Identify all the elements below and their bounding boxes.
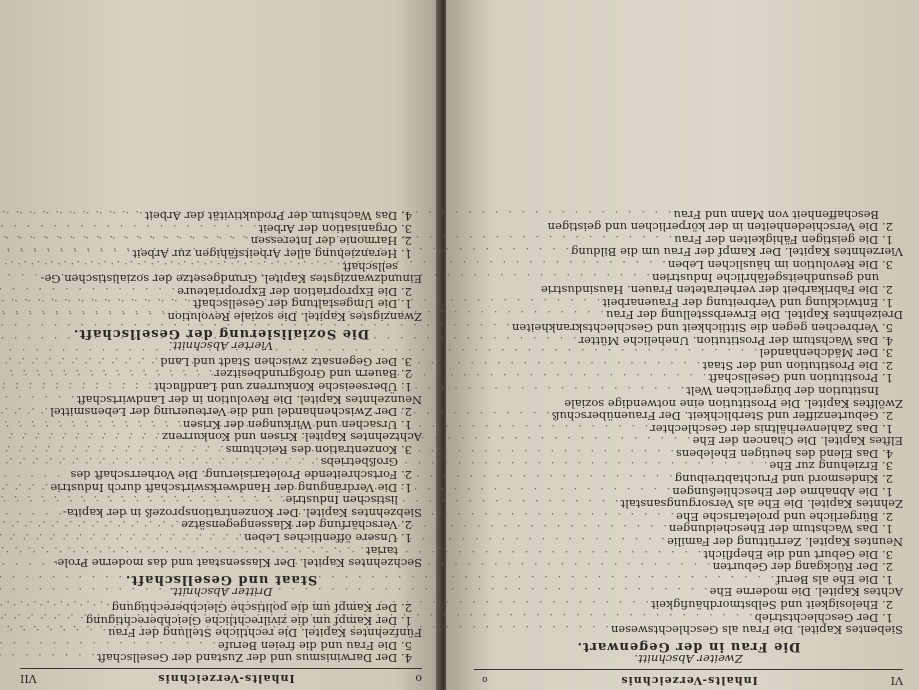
- dot-leader: [0, 561, 713, 574]
- chapter-entry: [474, 498, 903, 511]
- entry-text: 1. Heranziehung aller Arbeitsfähigen zur Arbeit: [132, 247, 412, 261]
- right-header-mark: o: [482, 674, 488, 684]
- left-page-number: VII: [20, 672, 37, 685]
- toc-entry: [474, 347, 903, 360]
- entry-text: 2. Die Expropriation der Expropriateure: [177, 284, 412, 299]
- right-book-page: [446, 0, 919, 690]
- dot-leader: [0, 334, 579, 347]
- toc-entry: [474, 208, 903, 221]
- entry-text: 2. Fortschreitende Proletarisierung. Die Vorherrschaft des: [70, 468, 412, 483]
- dot-leader: [0, 372, 708, 385]
- entry-text: 2. Die Prostitution und der Staat: [702, 358, 893, 373]
- entry-text: 3. Organisation der Arbeit: [258, 221, 412, 236]
- section-label: Vierter Abschnitt.: [168, 339, 274, 354]
- entry-text: 2. Der Zwischenhandel und die Verteuerung der Lebensmittel: [50, 405, 412, 420]
- toc-entry: [474, 296, 903, 309]
- entry-text: Großbetriebs: [320, 455, 398, 470]
- entry-text: Beschaffenheit von Mann und Frau: [673, 207, 879, 222]
- entry-text: 2. Der Kampf um die politische Gleichberechtigung: [111, 601, 412, 616]
- chapter-entry: [474, 535, 903, 548]
- dot-leader: [0, 586, 710, 599]
- toc-entry: [20, 652, 422, 665]
- dot-leader: [0, 233, 674, 249]
- toc-entry: [474, 410, 903, 423]
- entry-text: Zwanzigstes Kapitel. Die soziale Revolution: [167, 309, 422, 324]
- dot-leader: [0, 652, 97, 665]
- entry-text: 4. Das Wachstum der Prostitution. Uneheliche Mütter: [578, 333, 893, 348]
- dot-leader: [0, 321, 512, 334]
- section-title: Die Frau in der Gegenwart.: [576, 638, 801, 654]
- chapter-entry: [474, 624, 903, 637]
- toc-entry: [474, 233, 903, 246]
- toc-entry: [474, 485, 903, 498]
- dot-leader: [0, 460, 769, 473]
- entry-text: und gesundheitsgefährliche Industrien: [652, 270, 879, 285]
- entry-text: 3. Die Geburt und die Ehepflicht: [703, 547, 893, 562]
- dot-leader: [0, 347, 760, 360]
- entry-text: 3. Der Mädchenhandel: [759, 346, 893, 361]
- dot-leader: [0, 246, 571, 259]
- dot-leader: [0, 510, 676, 523]
- toc-entry: [474, 573, 903, 586]
- toc-entry: [474, 221, 903, 234]
- entry-text: Achtzehntes Kapitel. Krisen und Konkurrenz: [162, 430, 422, 445]
- dot-leader: [0, 611, 755, 624]
- entry-text: 1. Die Umgestaltung der Gesellschaft: [192, 297, 412, 312]
- toc-entry: [474, 284, 903, 297]
- entry-text: 5. Die Frau und die freien Berufe: [217, 638, 412, 653]
- entry-text: 1. Überseeische Konkurrenz und Landflucht: [154, 379, 412, 394]
- entry-text: Siebzehntes Kapitel. Der Konzentrationsprozeß in der kapita-: [62, 505, 422, 520]
- entry-text: 1. Der Kampf um die zivilrechtliche Gleichberechtigung: [85, 613, 412, 628]
- section-label: Dritter Abschnitt.: [169, 585, 273, 600]
- entry-text: Zehntes Kapitel. Die Ehe als Versorgungsanstalt: [620, 497, 903, 512]
- toc-entry: [474, 473, 903, 486]
- entry-text: 1. Unsere öffentliches Leben: [244, 531, 412, 546]
- chapter-entry: [474, 246, 903, 259]
- chapter-entry: [474, 309, 903, 322]
- dot-leader: [0, 624, 611, 637]
- entry-text: Dreizehntes Kapitel. Die Erwerbsstellung der Frau: [605, 308, 903, 323]
- dot-leader: [0, 208, 673, 224]
- entry-text: 1. Die geistigen Fähigkeiten der Frau: [674, 232, 893, 247]
- dot-leader: [0, 535, 667, 548]
- toc-entry: [474, 271, 903, 284]
- entry-text: 3. Der Gegensatz zwischen Stadt und Land: [160, 354, 412, 369]
- toc-entry: [474, 561, 903, 574]
- toc-entry: [20, 639, 422, 652]
- toc-entry: [474, 510, 903, 523]
- entry-text: 2. Bauern und Großgrundbesitzer: [214, 367, 412, 382]
- entry-text: 5. Verbrechen gegen die Sittlichkeit und Geschlechtskrankheiten: [511, 320, 893, 335]
- dot-leader: [0, 485, 672, 498]
- entry-text: tariat: [365, 543, 398, 558]
- dot-leader: [0, 548, 703, 561]
- entry-text: 1. Die Verdrängung der Handwerkswirtschaft durch Industrie: [50, 480, 412, 495]
- entry-text: 1. Entwicklung und Verbreitung der Frauenarbeit: [602, 295, 893, 310]
- entry-text: 2. Ehelosigkeit und Selbstmordhäufigkeit: [650, 598, 893, 613]
- dot-leader: [0, 359, 702, 372]
- toc-entry: [474, 334, 903, 347]
- toc-entry: [474, 384, 903, 397]
- left-running-header: [20, 668, 422, 684]
- right-page-number: VI: [890, 674, 903, 687]
- entry-text: Neuntes Kapitel. Zerrüttung der Familie: [667, 535, 903, 550]
- toc-entry: [474, 359, 903, 372]
- entry-text: Einundzwanzigstes Kapitel. Grundgesetze der sozialistischen Ge-: [40, 272, 422, 287]
- entry-text: Zwölftes Kapitel. Die Prostitution eine notwendige soziale: [564, 396, 903, 411]
- chapter-entry: [474, 586, 903, 599]
- left-header-mark: o: [415, 672, 422, 685]
- entry-text: Siebentes Kapitel. Die Frau als Geschlechtswesen: [610, 623, 903, 638]
- entry-text: 2. Harmonie der Interessen: [250, 234, 412, 249]
- entry-text: Institution der bürgerlichen Welt: [686, 383, 879, 398]
- entry-text: Fünfzehntes Kapitel. Die rechtliche Stellung der Frau: [108, 626, 422, 641]
- entry-text: 4. Der Darwinismus und der Zustand der Gesellschaft: [97, 651, 412, 666]
- section-label: Zweiter Abschnitt.: [634, 652, 743, 667]
- entry-text: 2. Die Verschiedenheiten in der körperlichen und geistigen: [547, 220, 893, 235]
- toc-entry: [474, 422, 903, 435]
- dot-leader: [0, 573, 776, 586]
- dot-leader: [0, 435, 693, 448]
- entry-text: 1. Die Ehe als Beruf: [776, 572, 893, 587]
- dot-leader: [0, 309, 606, 322]
- entry-text: 2. Der Rückgang der Geburten: [712, 560, 893, 575]
- entry-text: Sechzehntes Kapitel. Der Klassenstaat und das moderne Prole-: [53, 556, 422, 571]
- entry-text: 2. Geburtenziffer und Sterblichkeit. Der Frauenüberschuß: [551, 409, 893, 424]
- entry-text: 3. Erziehung zur Ehe: [769, 459, 893, 474]
- toc-entry: [474, 598, 903, 611]
- toc-entry: [474, 611, 903, 624]
- toc-entry: [474, 321, 903, 334]
- dot-leader: [0, 473, 675, 486]
- entry-text: 2. Kindesmord und Fruchtabtreibung: [674, 472, 893, 487]
- dot-leader: [0, 498, 621, 511]
- dot-leader: [0, 639, 218, 652]
- dot-leader: [0, 422, 650, 435]
- toc-entry: [474, 447, 903, 460]
- section-title: Staat und Gesellschaft.: [124, 571, 318, 587]
- entry-text: 4. Das Wachstum der Produktivität der Arbeit: [144, 209, 412, 224]
- dot-leader: [0, 258, 668, 274]
- entry-text: 1. Das Wachstum der Ehescheidungen: [668, 522, 893, 537]
- toc-entry: [474, 258, 903, 271]
- toc-entry: [474, 548, 903, 561]
- dot-leader: [0, 447, 676, 460]
- entry-text: Achtes Kapitel. Die moderne Ehe: [709, 585, 903, 600]
- entry-text: 3. Die Revolution im häuslichen Leben: [667, 258, 893, 272]
- right-entry-list: [474, 208, 903, 665]
- entry-text: 4. Das Elend des heutigen Ehelebens: [675, 446, 893, 461]
- entry-text: 2. Die Fabrikarbeit der verheirateten Frauen. Hausindustrie: [540, 283, 893, 298]
- dot-leader: [0, 410, 552, 423]
- dot-leader: [0, 523, 669, 536]
- entry-text: 1. Das Zahlenverhältnis der Geschlechter: [650, 421, 893, 436]
- chapter-entry: [474, 397, 903, 410]
- entry-text: 2. Bürgerliche und proletarische Ehe: [676, 509, 893, 524]
- entry-text: 2. Verschärfung der Klassengegensätze: [181, 518, 412, 533]
- entry-text: 1. Der Geschlechtstrieb: [754, 610, 893, 625]
- entry-text: 1. Prostitution und Gesellschaft: [708, 371, 893, 386]
- section-title: Die Sozialisierung der Gesellschaft.: [72, 325, 370, 341]
- chapter-entry: [474, 435, 903, 448]
- toc-entry: [474, 460, 903, 473]
- entry-text: Vierzehntes Kapitel. Der Kampf der Frau um die Bildung: [571, 245, 903, 260]
- right-running-header: [474, 669, 903, 686]
- entry-text: 1. Ursachen und Wirkungen der Krisen: [182, 417, 412, 432]
- entry-text: sellschaft: [342, 259, 398, 274]
- entry-text: 1. Die Abnahme der Eheschließungen: [672, 484, 893, 499]
- left-header-title: Inhalts-Verzeichnis: [157, 672, 295, 685]
- toc-entry: [474, 523, 903, 536]
- entry-text: Neunzehntes Kapitel. Die Revolution in der Landwirtschaft: [76, 392, 422, 407]
- right-header-title: Inhalts-Verzeichnis: [620, 674, 758, 687]
- entry-text: listischen Industrie: [285, 493, 398, 508]
- toc-entry: [474, 372, 903, 385]
- dot-leader: [0, 598, 651, 611]
- dot-leader: [0, 384, 686, 397]
- entry-text: 3. Konzentration des Reichtums: [225, 442, 412, 457]
- dot-leader: [0, 271, 652, 287]
- right-toc: [474, 208, 903, 686]
- dot-leader: [0, 296, 602, 312]
- entry-text: Elftes Kapitel. Die Chancen der Ehe: [692, 434, 903, 449]
